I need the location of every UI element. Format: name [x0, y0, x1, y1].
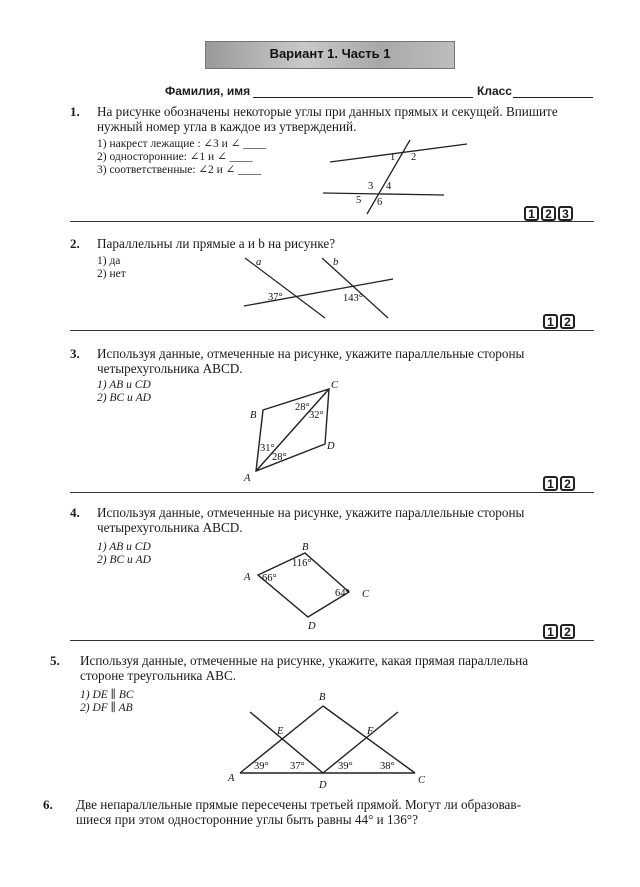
q1-angle-label: 2	[411, 152, 417, 163]
q5-option-2: 2) DF ∥ AB	[80, 702, 133, 714]
q3-vertex-b: B	[250, 410, 257, 421]
q5-vertex-d: D	[319, 780, 327, 791]
answer-box[interactable]: 3	[558, 206, 573, 221]
answer-box[interactable]: 1	[543, 624, 558, 639]
answer-box[interactable]: 2	[560, 624, 575, 639]
q4-option-2: 2) BC и AD	[97, 554, 151, 566]
q1-text-line1: На рисунке обозначены некоторые углы при данных прямых и секущей. Впишите	[97, 104, 558, 119]
q5-angle-label: 39°	[254, 761, 269, 772]
q2-option-1: 1) да	[97, 255, 121, 267]
answer-box[interactable]: 2	[560, 476, 575, 491]
q3-vertex-d: D	[327, 441, 335, 452]
q3-angle-label: 32°	[309, 410, 324, 421]
q5-vertex-b: B	[319, 692, 326, 703]
variant-title: Вариант 1. Часть 1	[269, 46, 391, 61]
q5-side-bc	[323, 706, 415, 773]
q5-number: 5.	[50, 653, 60, 668]
q1-option-3: 3) соответственные: ∠2 и ∠ ____	[97, 164, 262, 176]
q4-option-1: 1) AB и CD	[97, 541, 151, 553]
q6-number: 6.	[43, 797, 53, 812]
q4-angle-116: 116°	[292, 558, 312, 569]
q4-number: 4.	[70, 505, 80, 520]
q5-angle-label: 37°	[290, 761, 305, 772]
q2-number: 2.	[70, 236, 80, 251]
q4-vertex-a: A	[244, 572, 251, 583]
q3-angle-label: 28°	[295, 402, 310, 413]
q1-angle-label: 1	[390, 152, 396, 163]
q1-option-1: 1) накрест лежащие : ∠3 и ∠ ____	[97, 138, 267, 150]
q1-line-bottom	[323, 193, 444, 195]
q4-angle-64: 64°	[335, 588, 350, 599]
q1-option-2: 2) односторонние: ∠1 и ∠ ____	[97, 151, 253, 163]
answer-box[interactable]: 2	[560, 314, 575, 329]
q1-angle-label: 5	[356, 195, 362, 206]
q3-angle-label: 31°	[260, 443, 275, 454]
answer-box[interactable]: 1	[543, 314, 558, 329]
answer-box[interactable]: 2	[541, 206, 556, 221]
q4-text-line2: четырехугольника ABCD.	[97, 520, 243, 535]
q5-option-1: 1) DE ∥ BC	[80, 689, 134, 701]
q4-vertex-d: D	[308, 621, 316, 632]
q1-angle-label: 6	[377, 197, 383, 208]
q5-vertex-a: A	[228, 773, 235, 784]
q3-text-line2: четырехугольника ABCD.	[97, 361, 243, 376]
q6-text-line2: шиеся при этом односторонние углы быть равны 44° и 136°?	[76, 812, 418, 827]
q2-divider	[70, 330, 594, 331]
q1-number: 1.	[70, 104, 80, 119]
q1-answer-boxes	[524, 206, 573, 221]
q2-option-2: 2) нет	[97, 268, 126, 280]
q3-vertex-c: C	[331, 380, 339, 391]
q1-angle-label: 3	[368, 181, 374, 192]
q6-text-line1: Две непараллельные прямые пересечены третьей прямой. Могут ли образовав-	[76, 797, 522, 812]
q4-angle-66: 66°	[262, 573, 277, 584]
q5-angle-label: 38°	[380, 761, 395, 772]
q4-text-line1: Используя данные, отмеченные на рисунке, укажите параллельные стороны	[97, 505, 525, 520]
q3-vertex-a: A	[244, 473, 251, 484]
q2-angle-37: 37°	[268, 292, 283, 303]
q2-label-b: b	[333, 257, 339, 268]
q1-text-line2: нужный номер угла в каждое из утверждений.	[97, 119, 357, 134]
q2-label-a: a	[256, 257, 262, 268]
name-label: Фамилия, имя	[165, 84, 251, 98]
q3-number: 3.	[70, 346, 80, 361]
q5-vertex-c: C	[418, 775, 426, 786]
q5-vertex-f: F	[367, 726, 374, 737]
answer-box[interactable]: 1	[524, 206, 539, 221]
q3-option-1: 1) AB и CD	[97, 379, 151, 391]
q1-divider	[70, 221, 594, 222]
q4-divider	[70, 640, 594, 641]
q2-answer-boxes	[543, 314, 575, 329]
q3-angle-label: 28°	[272, 452, 287, 463]
q5-text-line2: стороне треугольника ABC.	[80, 668, 237, 683]
q2-angle-143: 143°	[343, 293, 363, 304]
q3-text-line1: Используя данные, отмеченные на рисунке, укажите параллельные стороны	[97, 346, 525, 361]
q5-vertex-e: E	[277, 726, 284, 737]
q1-transversal	[367, 140, 410, 214]
q2-line-b	[322, 258, 388, 318]
q2-text: Параллельны ли прямые a и b на рисунке?	[97, 236, 336, 251]
q4-vertex-b: B	[302, 542, 309, 553]
q3-option-2: 2) BC и AD	[97, 392, 151, 404]
q4-vertex-c: C	[362, 589, 370, 600]
q3-answer-boxes	[543, 476, 575, 491]
q3-divider	[70, 492, 594, 493]
q1-angle-label: 4	[386, 181, 392, 192]
class-label: Класс	[477, 84, 512, 98]
answer-box[interactable]: 1	[543, 476, 558, 491]
q4-answer-boxes	[543, 624, 575, 639]
q5-text-line1: Используя данные, отмеченные на рисунке, укажите, какая прямая параллельна	[80, 653, 529, 668]
q5-angle-label: 39°	[338, 761, 353, 772]
